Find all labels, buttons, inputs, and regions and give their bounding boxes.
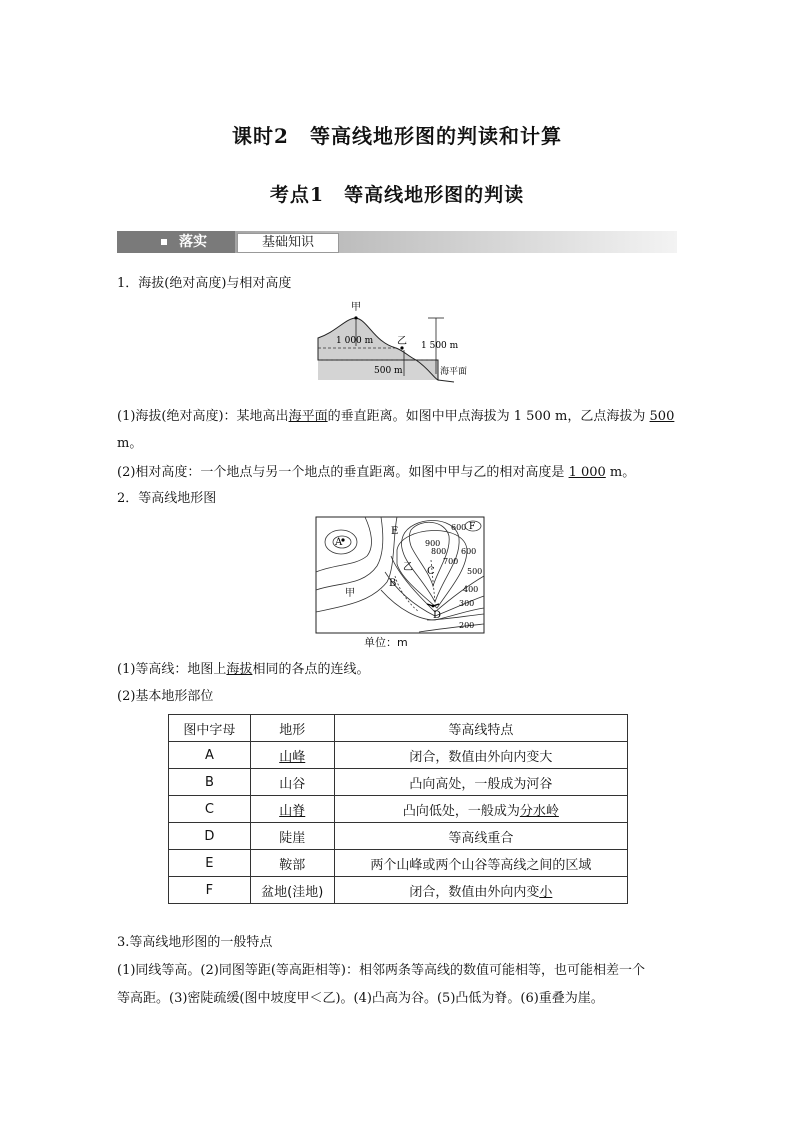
section3-line2: 等高距。(3)密陡疏缓(图中坡度甲＜乙)。(4)凸高为谷。(5)凸低为脊。(6)重叠为崖。 [117, 991, 604, 1006]
section2-para2: (2)基本地形部位 [117, 689, 214, 704]
contour-map [315, 516, 485, 634]
section1-para2 [117, 464, 635, 482]
p1-text-sea-level: 海平面 [288, 409, 328, 424]
table-cell-terrain: 山峰 [250, 742, 334, 769]
table-header: 地形 [250, 715, 334, 742]
section1-para1 [117, 408, 674, 426]
table-cell-letter: F [169, 877, 251, 904]
table-cell-letter: A [169, 742, 251, 769]
point-jia [354, 316, 357, 319]
map-label-e: E [391, 526, 399, 537]
map-label-b: B [389, 578, 397, 589]
table-row [169, 796, 628, 823]
map-label-300: 300 [459, 599, 475, 608]
map-label-600b: 600 [461, 547, 477, 556]
p1-text-c: 的垂直距离。如图中甲点海拔为 1 500 m，乙点海拔为 [327, 409, 650, 424]
map-label-600a: 600 [451, 523, 467, 532]
p1-text-a: (1)海拔(绝对高度)：某地高出 [117, 409, 289, 424]
map-unit: 单位：m [364, 636, 408, 649]
fig1-label-500: 500 m [374, 366, 403, 376]
section2-para1 [117, 661, 369, 679]
map-label-jia: 甲 [345, 588, 355, 599]
s2p1-text-a: (1)等高线：地图上 [117, 662, 227, 677]
section1-heading: 1．海拔(绝对高度)与相对高度 [117, 276, 292, 291]
section2-heading: 2．等高线地形图 [117, 491, 217, 506]
fig1-label-sea: 海平面 [440, 367, 468, 377]
table-cell-letter: D [169, 823, 251, 850]
table-row [169, 877, 628, 904]
map-label-500: 500 [467, 567, 483, 576]
feature-text: 闭合，数值由外向内变 [409, 884, 540, 900]
table-cell-letter: B [169, 769, 251, 796]
table-row [169, 742, 628, 769]
band-white-label: 基础知识 [237, 233, 339, 253]
section3-line1: (1)同线等高。(2)同图等距(等高距相等)：相邻两条等高线的数值可能相等，也可能相差一个 [117, 963, 645, 978]
map-label-900: 900 [425, 539, 441, 548]
fig1-label-1500: 1 500 m [421, 341, 459, 351]
table-cell-letter: C [169, 796, 251, 823]
p2-text-c: m。 [605, 465, 636, 480]
table-header: 图中字母 [169, 715, 251, 742]
section-band [117, 231, 677, 253]
fig1-label-1000: 1 000 m [336, 336, 374, 346]
map-label-400: 400 [463, 585, 479, 594]
section3-heading: 3.等高线地形图的一般特点 [117, 935, 273, 950]
lesson-title: 课时2 等高线地形图的判读和计算 [232, 124, 562, 148]
table-row [169, 823, 628, 850]
table-cell-feature: 两个山峰或两个山谷等高线之间的区域 [334, 850, 627, 877]
coast-line [438, 380, 454, 382]
table-header: 等高线特点 [334, 715, 627, 742]
fig1-label-jia: 甲 [351, 302, 361, 313]
table-cell-terrain: 鞍部 [250, 850, 334, 877]
feature-underlined: 分水岭 [519, 803, 559, 819]
section1-para1-cont: m。 [117, 436, 143, 451]
table-cell-feature [334, 877, 627, 904]
p1-text-500: 500 [649, 409, 675, 424]
table-header-row [169, 715, 628, 742]
fig1-label-yi: 乙 [397, 336, 407, 347]
table-cell-terrain: 陡崖 [250, 823, 334, 850]
p2-text-a: (2)相对高度：一个地点与另一个地点的垂直距离。如图中甲与乙的相对高度是 [117, 465, 569, 480]
table-cell-terrain: 山脊 [250, 796, 334, 823]
terrain-table [168, 714, 628, 904]
s2p1-text-c: 相同的各点的连线。 [252, 662, 370, 677]
table-cell-feature [334, 796, 627, 823]
table-cell-terrain: 山谷 [250, 769, 334, 796]
topic-title: 考点1 等高线地形图的判读 [269, 184, 525, 206]
map-label-800: 800 [431, 547, 447, 556]
p2-text-1000: 1 000 [568, 465, 606, 480]
map-label-200: 200 [459, 621, 475, 630]
table-cell-feature: 等高线重合 [334, 823, 627, 850]
square-bullet-icon [161, 239, 167, 245]
table-cell-feature: 凸向高处，一般成为河谷 [334, 769, 627, 796]
table-cell-terrain: 盆地(洼地) [250, 877, 334, 904]
map-label-yi: 乙 [403, 562, 413, 573]
table-row [169, 850, 628, 877]
map-label-d: D [433, 610, 442, 621]
s2p1-text-altitude: 海拔 [226, 662, 253, 677]
map-frame [316, 517, 484, 633]
altitude-diagram [316, 298, 484, 386]
table-cell-letter: E [169, 850, 251, 877]
map-label-a: A [335, 537, 343, 548]
band-dark-tab [117, 231, 235, 253]
map-label-c: C [427, 566, 435, 577]
map-label-f: F [469, 522, 476, 532]
map-label-700: 700 [443, 557, 459, 566]
band-dark-label: 落实 [179, 234, 207, 250]
table-cell-feature: 闭合，数值由外向内变大 [334, 742, 627, 769]
feature-underlined: 小 [539, 884, 553, 900]
table-row [169, 769, 628, 796]
feature-text: 凸向低处，一般成为 [402, 803, 520, 819]
cliff-d-point [432, 605, 435, 608]
